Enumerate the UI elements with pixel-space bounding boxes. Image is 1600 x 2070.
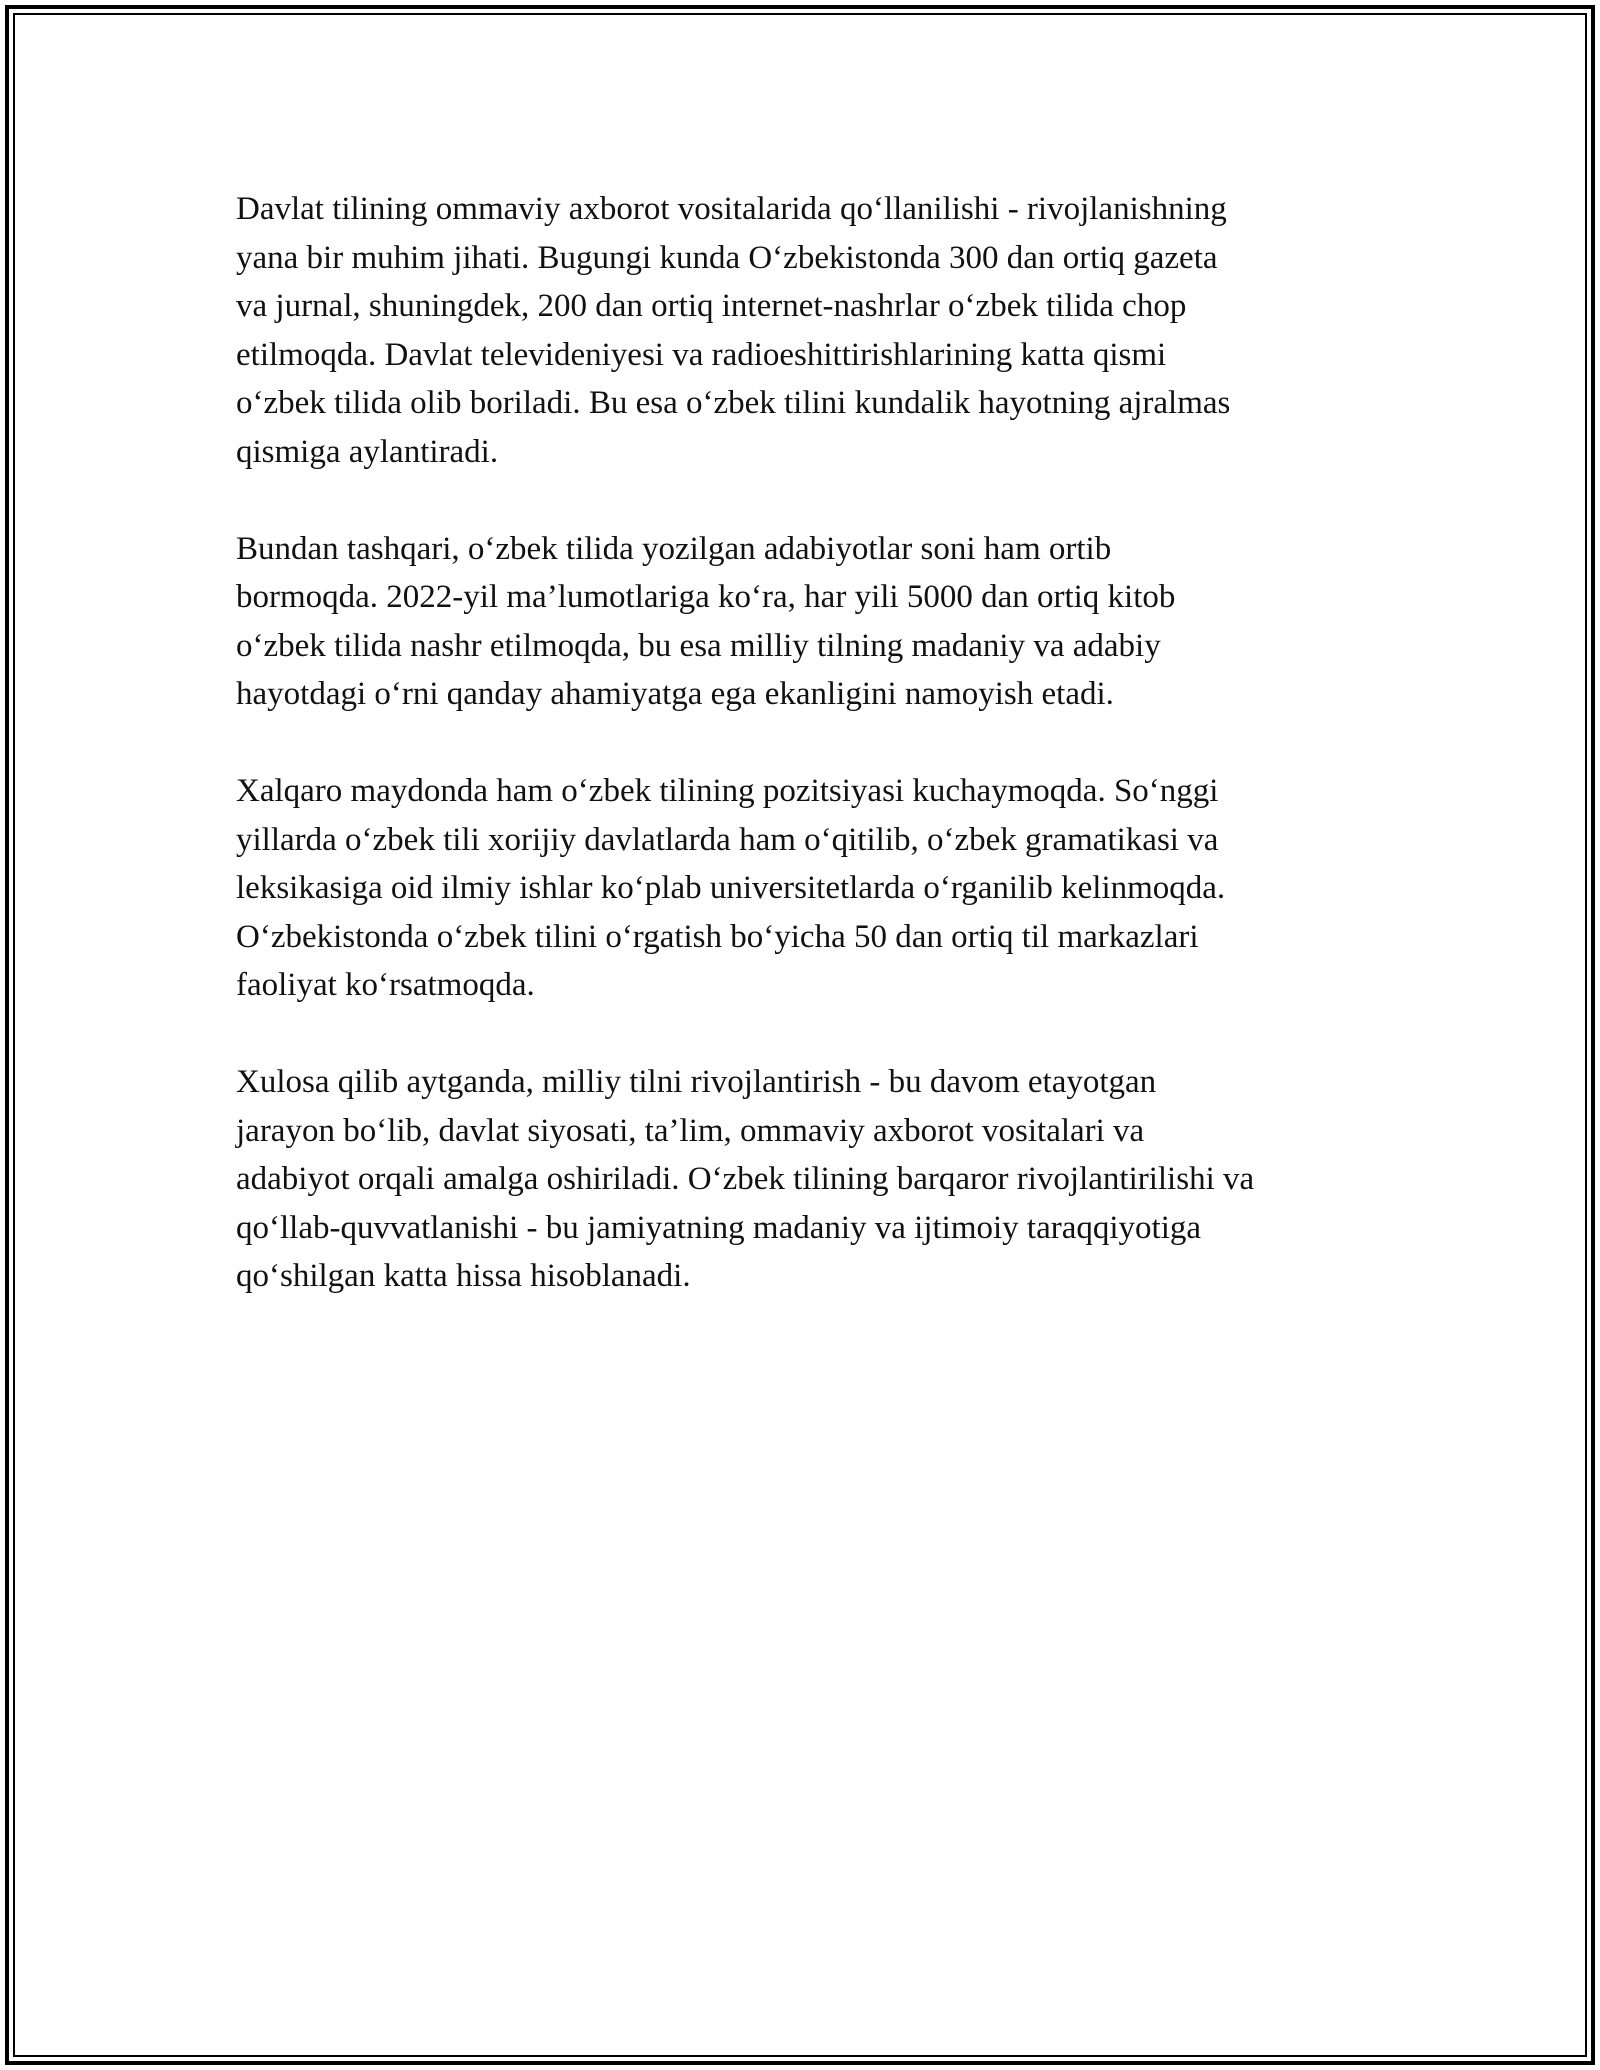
- paragraph-3: [236, 767, 1396, 1010]
- text-line: jarayon bo‘lib, davlat siyosati, ta’lim, ommaviy axborot vositalari va: [236, 1112, 1145, 1149]
- text-line: adabiyot orqali amalga oshiriladi. O‘zbek tilining barqaror rivojlantirilishi va: [236, 1161, 1255, 1197]
- text-line: Bundan tashqari, o‘zbek tilida yozilgan adabiyotlar soni ham ortib: [236, 530, 1112, 567]
- paragraph-1: [236, 185, 1396, 476]
- text-line: qismiga aylantiradi.: [236, 433, 499, 470]
- paragraph-2: [236, 525, 1396, 719]
- text-line: o‘zbek tilida olib boriladi. Bu esa o‘zbek tilini kundalik hayotning ajralmas: [236, 385, 1231, 421]
- text-line: bormoqda. 2022-yil ma’lumotlariga ko‘ra, har yili 5000 dan ortiq kitob: [236, 579, 1176, 615]
- text-line: o‘zbek tilida nashr etilmoqda, bu esa milliy tilning madaniy va adabiy: [236, 627, 1161, 664]
- text-line: Davlat tilining ommaviy axborot vositalarida qo‘llanilishi - rivojlanishning: [236, 191, 1227, 227]
- text-line: va jurnal, shuningdek, 200 dan ortiq internet-nashrlar o‘zbek tilida chop: [236, 288, 1187, 324]
- text-line: yana bir muhim jihati. Bugungi kunda O‘zbekistonda 300 dan ortiq gazeta: [236, 239, 1218, 276]
- text-line: O‘zbekistonda o‘zbek tilini o‘rgatish bo‘yicha 50 dan ortiq til markazlari: [236, 918, 1199, 955]
- text-line: etilmoqda. Davlat televideniyesi va radioeshittirishlarining katta qismi: [236, 336, 1167, 373]
- text-line: faoliyat ko‘rsatmoqda.: [236, 967, 535, 1003]
- text-line: leksikasiga oid ilmiy ishlar ko‘plab universitetlarda o‘rganilib kelinmoqda.: [236, 870, 1226, 906]
- document-body: [236, 185, 1396, 1349]
- text-line: Xulosa qilib aytganda, milliy tilni rivojlantirish - bu davom etayotgan: [236, 1064, 1157, 1100]
- text-line: hayotdagi o‘rni qanday ahamiyatga ega ekanligini namoyish etadi.: [236, 676, 1114, 712]
- text-line: qo‘shilgan katta hissa hisoblanadi.: [236, 1258, 691, 1294]
- text-line: Xalqaro maydonda ham o‘zbek tilining pozitsiyasi kuchaymoqda. So‘nggi: [236, 773, 1219, 809]
- text-line: qo‘llab-quvvatlanishi - bu jamiyatning madaniy va ijtimoiy taraqqiyotiga: [236, 1209, 1202, 1246]
- text-line: yillarda o‘zbek tili xorijiy davlatlarda ham o‘qitilib, o‘zbek gramatikasi va: [236, 821, 1219, 858]
- paragraph-4: [236, 1058, 1396, 1301]
